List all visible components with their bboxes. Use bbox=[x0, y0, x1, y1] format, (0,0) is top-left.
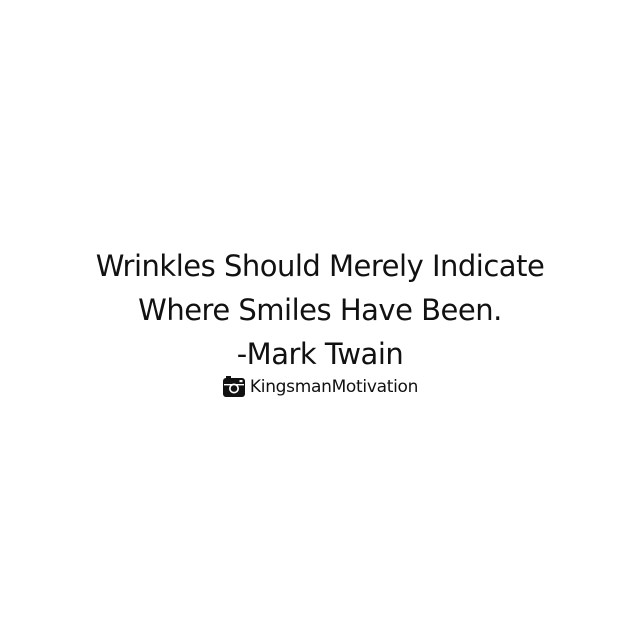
quote-attribution: -Mark Twain bbox=[236, 337, 404, 371]
quote-line-2: Where Smiles Have Been. bbox=[138, 293, 502, 327]
watermark bbox=[0, 375, 640, 399]
quote-line-1: Wrinkles Should Merely Indicate bbox=[95, 249, 545, 283]
instagram-icon bbox=[222, 375, 246, 399]
watermark-handle: KingsmanMotivation bbox=[249, 377, 419, 397]
quote-block bbox=[0, 244, 640, 376]
